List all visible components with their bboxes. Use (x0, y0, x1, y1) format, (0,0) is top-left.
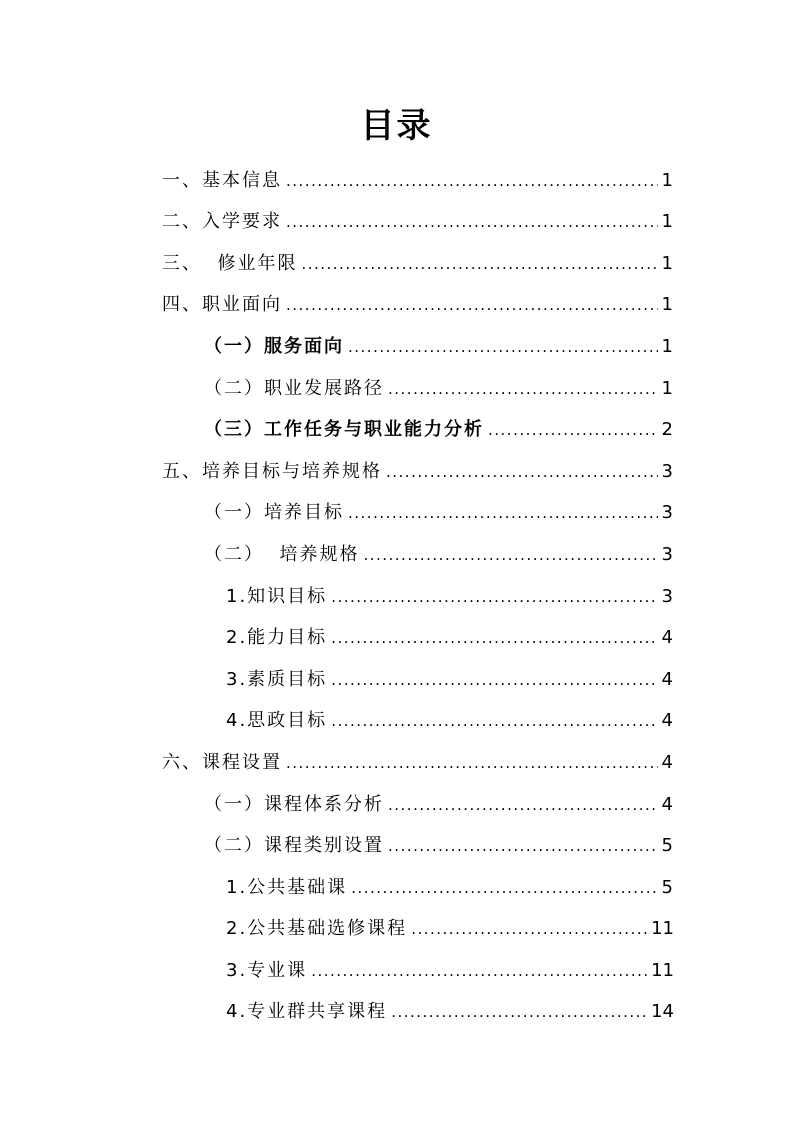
toc-entry-label: 1.知识目标 (226, 586, 328, 607)
toc-page-number: 11 (651, 918, 674, 939)
dot-leader (331, 584, 657, 610)
toc-page-number: 4 (661, 627, 673, 648)
dot-leader (411, 916, 647, 942)
toc-entry-quality[interactable] (226, 667, 673, 693)
dot-leader (348, 334, 658, 360)
dot-leader (388, 376, 658, 402)
toc-page-number: 4 (661, 794, 673, 815)
toc-page-number: 1 (661, 294, 673, 315)
toc-entry-public-elective[interactable] (226, 916, 674, 942)
dot-leader (488, 417, 658, 443)
toc-entry-label: 一、基本信息 (162, 170, 282, 191)
toc-entry-spec[interactable] (204, 542, 673, 568)
toc-page-number: 4 (661, 752, 673, 773)
toc-page-number: 3 (661, 586, 673, 607)
toc-page-number: 1 (661, 211, 673, 232)
dot-leader (348, 500, 658, 526)
toc-entry-public-basic[interactable] (226, 875, 673, 901)
toc-entry-label: （一）课程体系分析 (204, 794, 384, 815)
toc-entry-goal[interactable] (204, 500, 673, 526)
toc-entry-label: （二）课程类别设置 (204, 835, 384, 856)
dot-leader (363, 542, 657, 568)
toc-page-number: 4 (661, 669, 673, 690)
toc-page-number: 4 (661, 710, 673, 731)
toc-entry-knowledge[interactable] (226, 584, 673, 610)
toc-entry-career-path[interactable] (204, 376, 673, 402)
toc-entry-label: 五、培养目标与培养规格 (162, 461, 382, 482)
toc-entry-label: 1.公共基础课 (226, 877, 348, 898)
toc-entry-course-category[interactable] (204, 833, 673, 859)
toc-entry-course-system[interactable] (204, 792, 673, 818)
toc-entry-basic-info[interactable] (162, 168, 673, 194)
toc-page-number: 1 (661, 336, 673, 357)
toc-entry-task-analysis[interactable] (204, 417, 673, 443)
toc-entry-training-goals[interactable] (162, 459, 673, 485)
toc-page-number: 1 (661, 253, 673, 274)
dot-leader (351, 875, 657, 901)
toc-entry-ability[interactable] (226, 625, 673, 651)
toc-entry-label: 四、职业面向 (162, 294, 282, 315)
page-title: 目录 (360, 106, 433, 146)
toc-entry-duration[interactable] (162, 251, 673, 277)
toc-page-number: 11 (651, 960, 674, 981)
toc-entry-label: 4.思政目标 (226, 710, 328, 731)
dot-leader (331, 625, 657, 651)
toc-entry-courses[interactable] (162, 750, 673, 776)
dot-leader (388, 792, 658, 818)
toc-entry-label: （一）服务面向 (204, 336, 344, 357)
toc-entry-label: （二） 培养规格 (204, 544, 360, 565)
dot-leader (311, 958, 647, 984)
dot-leader (388, 833, 658, 859)
toc-entry-label: 2.公共基础选修课程 (226, 918, 408, 939)
dot-leader (331, 708, 657, 734)
toc-page-number: 5 (661, 877, 673, 898)
toc-entry-label: （一）培养目标 (204, 502, 344, 523)
toc-entry-label: 三、 修业年限 (162, 253, 298, 274)
toc-page-number: 1 (661, 170, 673, 191)
toc-entry-label: 4.专业群共享课程 (226, 1001, 388, 1022)
dot-leader (286, 750, 658, 776)
toc-entry-ideology[interactable] (226, 708, 673, 734)
dot-leader (301, 251, 657, 277)
toc-entry-label: 3.素质目标 (226, 669, 328, 690)
toc-entry-label: 2.能力目标 (226, 627, 328, 648)
toc-page-number: 5 (661, 835, 673, 856)
dot-leader (331, 667, 657, 693)
dot-leader (286, 292, 658, 318)
toc-entry-label: （二）职业发展路径 (204, 378, 384, 399)
dot-leader (386, 459, 658, 485)
dot-leader (286, 168, 658, 194)
toc-entry-admission[interactable] (162, 209, 673, 235)
toc-entry-label: 二、入学要求 (162, 211, 282, 232)
toc-page-number: 3 (661, 502, 673, 523)
toc-entry-shared[interactable] (226, 999, 674, 1025)
toc-entry-label: 3.专业课 (226, 960, 308, 981)
dot-leader (391, 999, 647, 1025)
toc-entry-service[interactable] (204, 334, 673, 360)
toc-page-number: 14 (651, 1001, 674, 1022)
toc-page-number: 2 (661, 419, 673, 440)
toc-page-number: 3 (661, 461, 673, 482)
dot-leader (286, 209, 658, 235)
toc-entry-label: （三）工作任务与职业能力分析 (204, 419, 484, 440)
toc-page-number: 1 (661, 378, 673, 399)
toc-page-number: 3 (661, 544, 673, 565)
toc-entry-major[interactable] (226, 958, 674, 984)
toc-entry-label: 六、课程设置 (162, 752, 282, 773)
toc-entry-career[interactable] (162, 292, 673, 318)
